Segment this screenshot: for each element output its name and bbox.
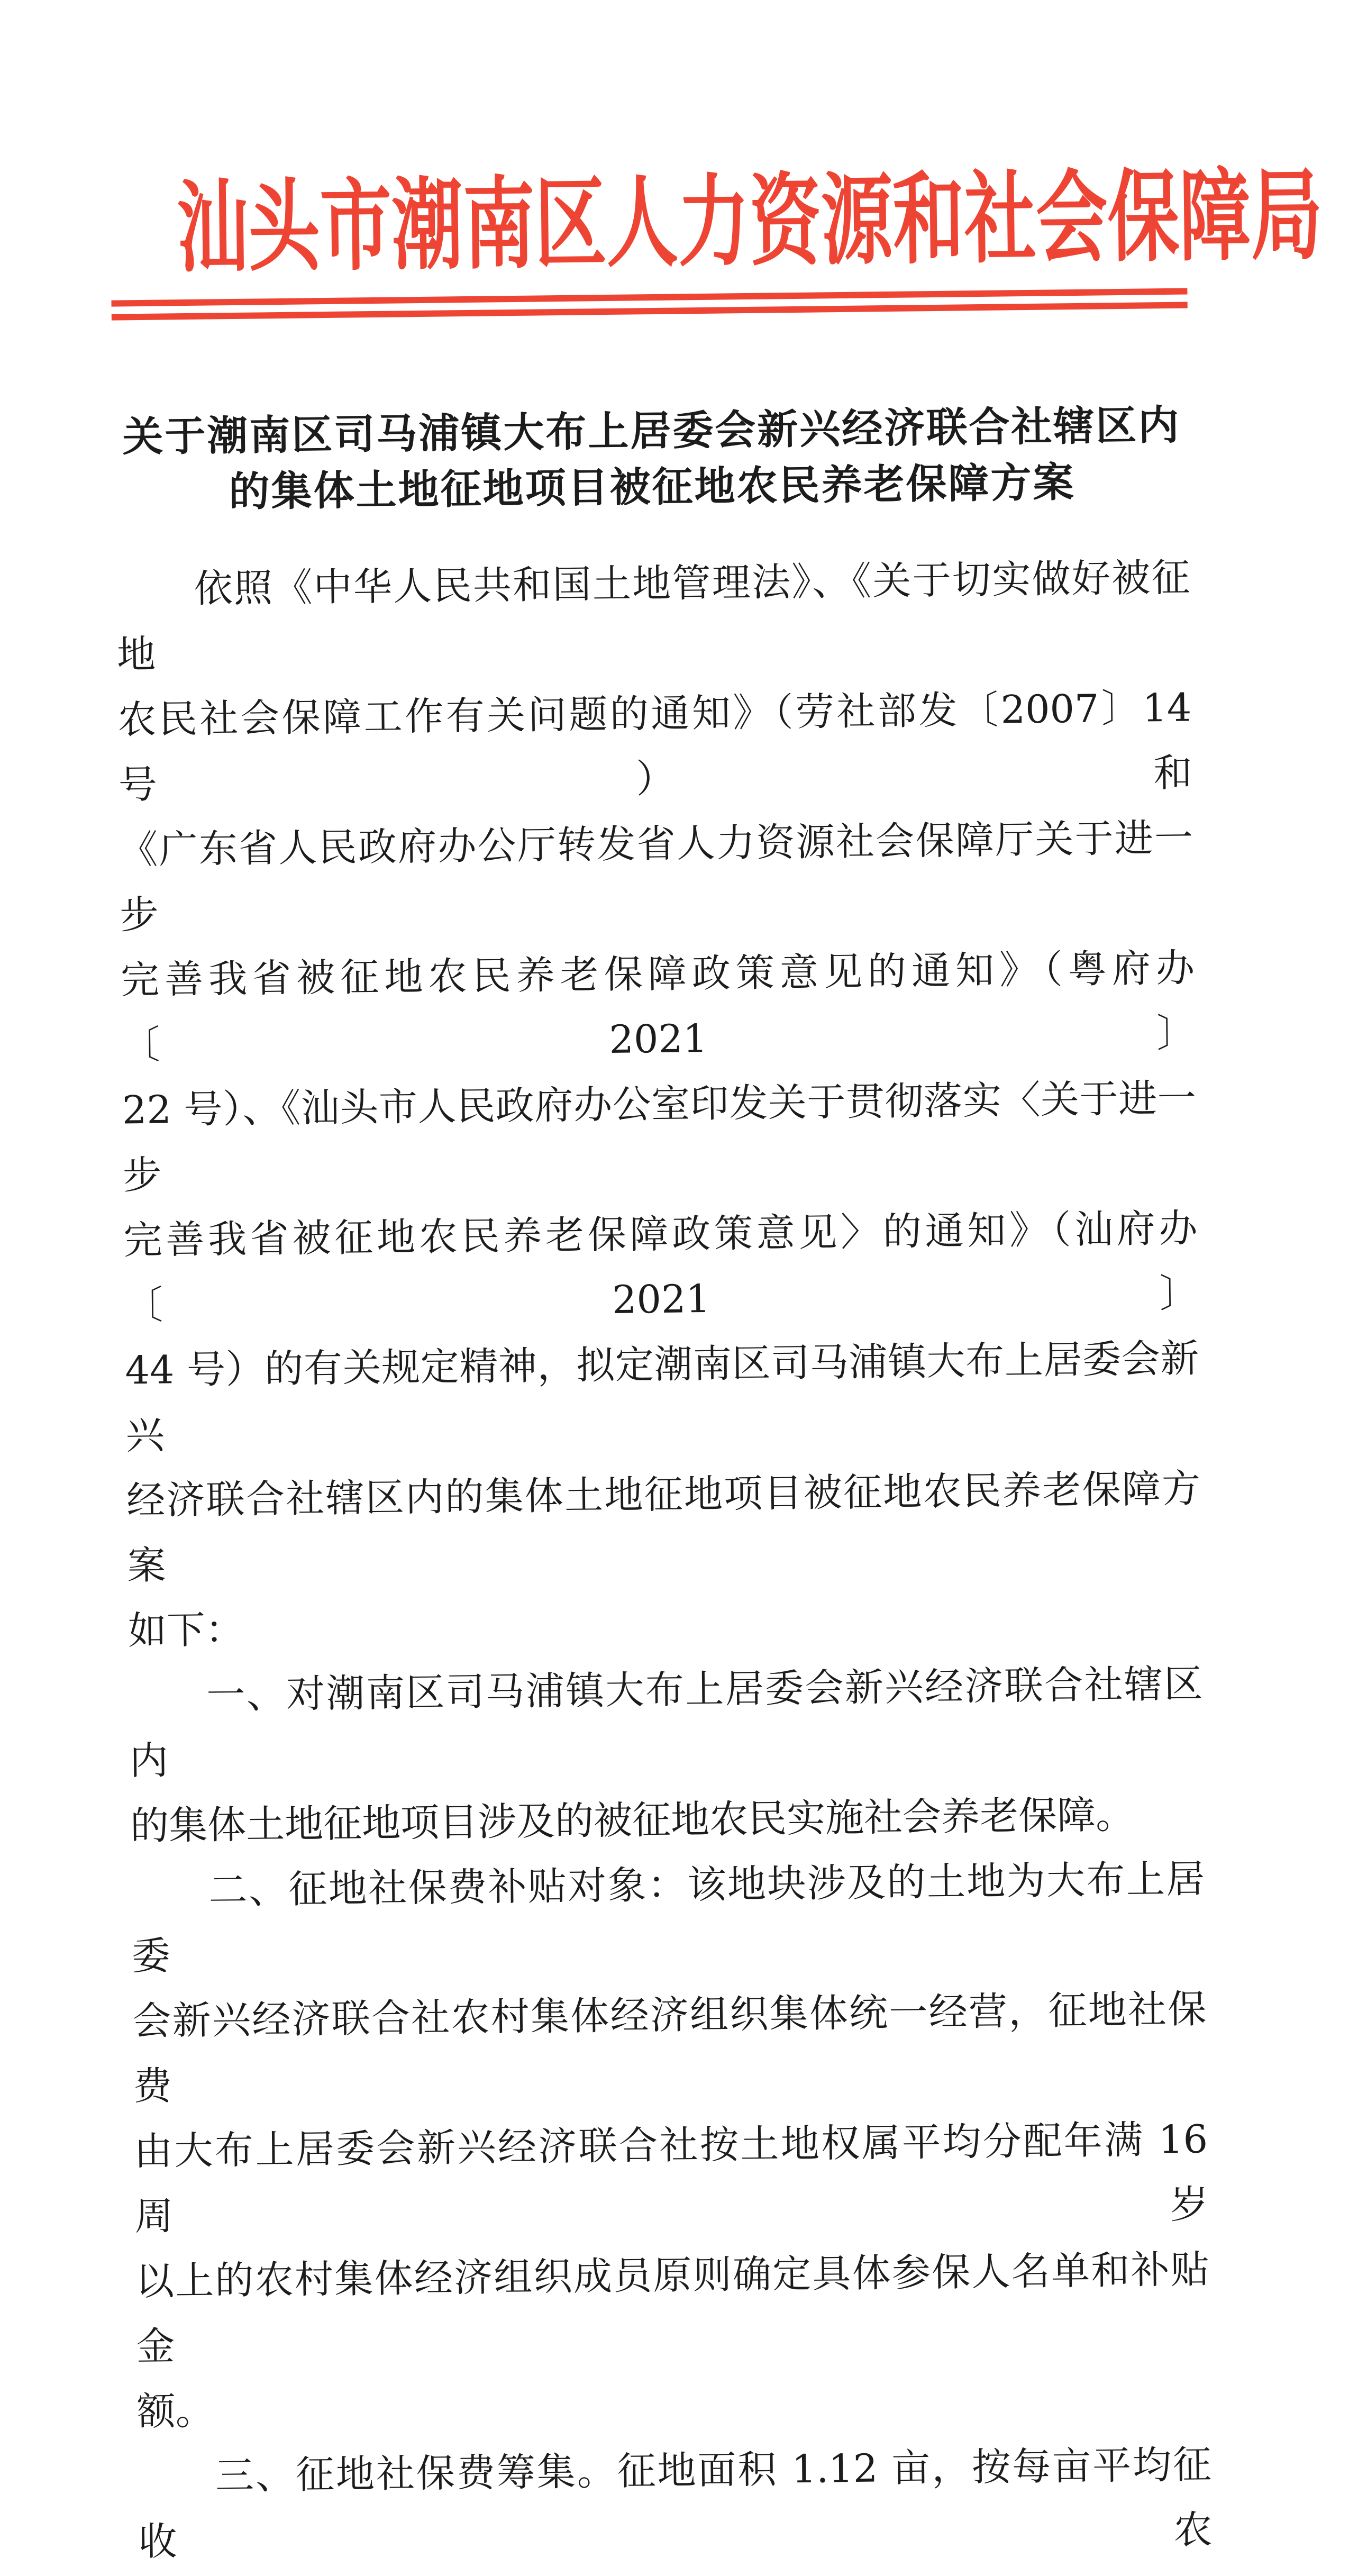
body-line: 完善我省被征地农民养老保障政策意见的通知》（粤府办〔2021〕: [120, 945, 1196, 1068]
body-line: 的集体土地征地项目涉及的被征地农民实施社会养老保障。: [130, 1792, 1135, 1849]
body-line: 依照《中华人民共和国土地管理法》、《关于切实做好被征地: [116, 555, 1191, 678]
body-line: 由大布上居委会新兴经济联合社按土地权属平均分配年满 16 周岁: [133, 2117, 1209, 2240]
body-line: 三、征地社保费筹集。征地面积 1.12 亩，按每亩平均征收农: [138, 2442, 1213, 2565]
body-line: 会新兴经济联合社农村集体经济组织集体统一经营，征地社保费: [132, 1987, 1207, 2109]
body-line: 《广东省人民政府办公厅转发省人力资源社会保障厅关于进一步: [119, 815, 1193, 938]
agency-name-header: 汕头市潮南区人力资源和社会保障局: [176, 156, 1323, 287]
body-line: 22 号）、《汕头市人民政府办公室印发关于贯彻落实〈关于进一步: [122, 1076, 1197, 1198]
document-body: [116, 545, 1213, 2575]
body-line: 二、征地社保费补贴对象：该地块涉及的土地为大布上居委: [131, 1856, 1205, 1979]
body-line: 44 号）的有关规定精神，拟定潮南区司马浦镇大布上居委会新兴: [124, 1336, 1199, 1459]
document-title-line-2: 的集体土地征地项目被征地农民养老保障方案: [229, 458, 1076, 516]
body-line: 以上的农村集体经济组织成员原则确定具体参保人名单和补贴金: [135, 2247, 1210, 2370]
body-line: 完善我省被征地农民养老保障政策意见〉的通知》（汕府办〔2021〕: [123, 1206, 1199, 1328]
body-line: 经济联合社辖区内的集体土地征地项目被征地农民养老保障方案: [126, 1466, 1201, 1589]
document-title: [69, 397, 1234, 522]
body-line: 如下：: [127, 1607, 244, 1654]
document-title-line-1: 关于潮南区司马浦镇大布上居委会新兴经济联合社辖区内: [122, 401, 1181, 461]
body-line: 一、对潮南区司马浦镇大布上居委会新兴经济联合社辖区内: [129, 1661, 1203, 1784]
red-double-rule: [111, 288, 1187, 321]
body-line: 额。: [136, 2388, 215, 2435]
body-line: 农民社会保障工作有关问题的通知》（劳社部发〔2007〕14 号）和: [117, 685, 1193, 808]
